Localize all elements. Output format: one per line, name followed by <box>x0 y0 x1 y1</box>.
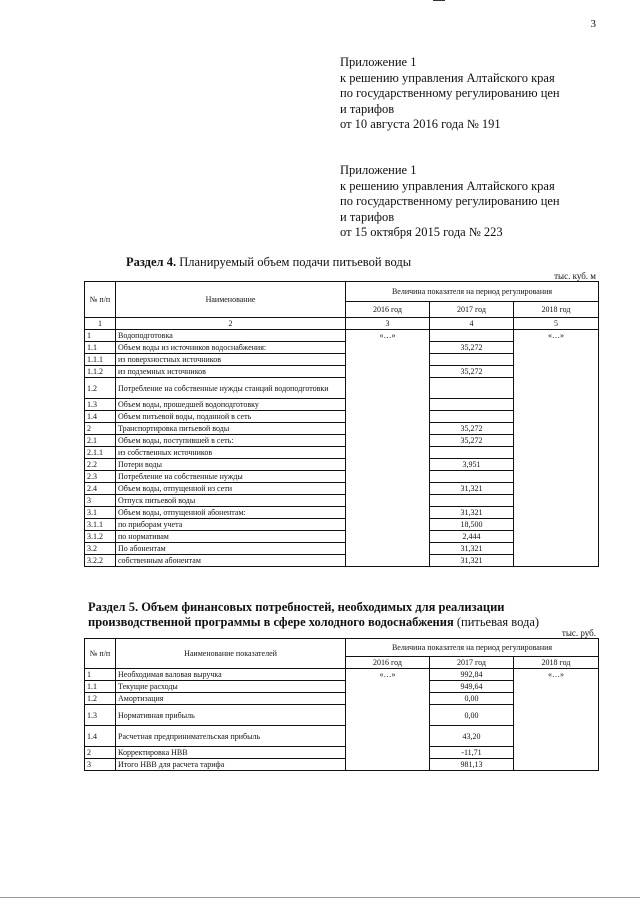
section5-title-bold: Раздел 5. Объем финансовых потребностей, необходимых для реализации производственной программы в сфере холодного водоснабжения <box>88 600 505 629</box>
row-number: 1.1.2 <box>85 366 116 378</box>
value-2017 <box>430 330 514 342</box>
header-period: Величина показателя на период регулирования <box>346 639 599 657</box>
appendix-line: и тарифов <box>340 101 395 116</box>
value-2017: 949,64 <box>430 681 514 693</box>
value-2017 <box>430 471 514 483</box>
row-number: 1.1 <box>85 342 116 354</box>
row-name: по приборам учета <box>116 519 346 531</box>
row-name: Водоподготовка <box>116 330 346 342</box>
row-number: 2 <box>85 747 116 759</box>
value-2017: 35,272 <box>430 342 514 354</box>
row-name: Корректировка НВВ <box>116 747 346 759</box>
section5-title <box>88 600 593 630</box>
value-2017: 43,20 <box>430 726 514 747</box>
header-num: № п/п <box>85 639 116 669</box>
value-2018: «…» <box>514 669 599 771</box>
section5-unit: тыс. руб. <box>561 628 596 638</box>
row-name: Объем питьевой воды, поданной в сеть <box>116 411 346 423</box>
appendix-line: Приложение 1 <box>340 55 417 69</box>
appendix-line: от 10 августа 2016 года № 191 <box>340 117 501 131</box>
page-bottom-edge <box>0 897 640 898</box>
value-2017: 3,951 <box>430 459 514 471</box>
value-2017: 35,272 <box>430 366 514 378</box>
header-2018: 2018 год <box>514 657 599 669</box>
row-name: Потери воды <box>116 459 346 471</box>
row-number: 1.1 <box>85 681 116 693</box>
appendix-new-block <box>340 55 560 133</box>
row-name: из поверхностных источников <box>116 354 346 366</box>
appendix-line: Приложение 1 <box>340 163 417 177</box>
row-number: 1.2 <box>85 378 116 399</box>
value-2017 <box>430 399 514 411</box>
value-2016: «…» <box>346 669 430 771</box>
row-name: из собственных источников <box>116 447 346 459</box>
value-2017: 0,00 <box>430 693 514 705</box>
row-number: 3 <box>85 759 116 771</box>
value-2017: 992,84 <box>430 669 514 681</box>
row-number: 2.2 <box>85 459 116 471</box>
row-name: Нормативная прибыль <box>116 705 346 726</box>
row-number: 2.4 <box>85 483 116 495</box>
header-period: Величина показателя на период регулирования <box>346 282 599 302</box>
row-number: 2 <box>85 423 116 435</box>
row-name: Объем воды, прошедшей водоподготовку <box>116 399 346 411</box>
row-name: Потребление на собственные нужды станций водоподготовки <box>116 378 346 399</box>
value-2017: 981,13 <box>430 759 514 771</box>
row-number: 3.2 <box>85 543 116 555</box>
value-2017: 31,321 <box>430 555 514 567</box>
section4-title-rest: Планируемый объем подачи питьевой воды <box>179 255 412 269</box>
appendix-old-block <box>340 163 560 241</box>
value-2017 <box>430 495 514 507</box>
row-number: 1.3 <box>85 705 116 726</box>
value-2017: 35,272 <box>430 435 514 447</box>
section4-title <box>126 255 411 270</box>
value-2017 <box>430 378 514 399</box>
table-row <box>85 669 599 681</box>
value-2016: «…» <box>346 330 430 567</box>
col-number: 4 <box>430 318 514 330</box>
section4-table <box>84 281 599 567</box>
row-number: 1.3 <box>85 399 116 411</box>
row-number: 2.1 <box>85 435 116 447</box>
header-num: № п/п <box>85 282 116 318</box>
header-name: Наименование показателей <box>116 639 346 669</box>
row-name: Объем воды из источников водоснабжения: <box>116 342 346 354</box>
row-number: 3.1.2 <box>85 531 116 543</box>
header-2018: 2018 год <box>514 302 599 318</box>
col-number: 1 <box>85 318 116 330</box>
row-name: Объем воды, отпущенной абонентам: <box>116 507 346 519</box>
row-name: По абонентам <box>116 543 346 555</box>
row-name: Транспортировка питьевой воды <box>116 423 346 435</box>
row-number: 1.1.1 <box>85 354 116 366</box>
row-name: Объем воды, отпущенной из сети <box>116 483 346 495</box>
section4-unit: тыс. куб. м <box>554 271 596 281</box>
value-2017 <box>430 447 514 459</box>
value-2017: 31,321 <box>430 507 514 519</box>
row-number: 3.2.2 <box>85 555 116 567</box>
row-number: 2.3 <box>85 471 116 483</box>
row-number: 1.4 <box>85 411 116 423</box>
header-2016: 2016 год <box>346 657 430 669</box>
row-number: 1.4 <box>85 726 116 747</box>
row-name: Амортизация <box>116 693 346 705</box>
value-2017: 0,00 <box>430 705 514 726</box>
value-2017: 18,500 <box>430 519 514 531</box>
value-2017: 31,321 <box>430 483 514 495</box>
col-number: 3 <box>346 318 430 330</box>
row-name: Расчетная предпринимательская прибыль <box>116 726 346 747</box>
row-number: 1.2 <box>85 693 116 705</box>
header-name: Наименование <box>116 282 346 318</box>
row-name: Объем воды, поступившей в сеть: <box>116 435 346 447</box>
row-number: 1 <box>85 330 116 342</box>
value-2017: 31,321 <box>430 543 514 555</box>
row-number: 2.1.1 <box>85 447 116 459</box>
row-number: 3.1 <box>85 507 116 519</box>
section5-table <box>84 638 599 771</box>
section5-title-rest: (питьевая вода) <box>456 615 540 629</box>
header-2017: 2017 год <box>430 657 514 669</box>
appendix-line: и тарифов <box>340 209 395 224</box>
appendix-line: от 15 октября 2015 года № 223 <box>340 225 503 239</box>
top-edge-mark <box>433 0 445 1</box>
appendix-line: по государственному регулированию цен <box>340 194 560 208</box>
row-name: Необходимая валовая выручка <box>116 669 346 681</box>
row-name: Текущие расходы <box>116 681 346 693</box>
value-2017: 35,272 <box>430 423 514 435</box>
value-2017 <box>430 411 514 423</box>
value-2018: «…» <box>514 330 599 567</box>
row-name: из подземных источников <box>116 366 346 378</box>
appendix-line: к решению управления Алтайского края <box>340 178 555 193</box>
row-name: Итого НВВ для расчета тарифа <box>116 759 346 771</box>
appendix-line: по государственному регулированию цен <box>340 86 560 100</box>
col-number: 5 <box>514 318 599 330</box>
value-2017: 2,444 <box>430 531 514 543</box>
row-name: Отпуск питьевой воды <box>116 495 346 507</box>
row-name: по нормативам <box>116 531 346 543</box>
row-number: 3 <box>85 495 116 507</box>
header-2017: 2017 год <box>430 302 514 318</box>
row-name: собственным абонентам <box>116 555 346 567</box>
appendix-line: к решению управления Алтайского края <box>340 70 555 85</box>
row-name: Потребление на собственные нужды <box>116 471 346 483</box>
value-2017 <box>430 354 514 366</box>
section4-title-bold: Раздел 4. <box>126 255 177 269</box>
header-2016: 2016 год <box>346 302 430 318</box>
col-number: 2 <box>116 318 346 330</box>
table-row <box>85 330 599 342</box>
page-number: 3 <box>590 18 596 30</box>
row-number: 3.1.1 <box>85 519 116 531</box>
value-2017: -11,71 <box>430 747 514 759</box>
row-number: 1 <box>85 669 116 681</box>
